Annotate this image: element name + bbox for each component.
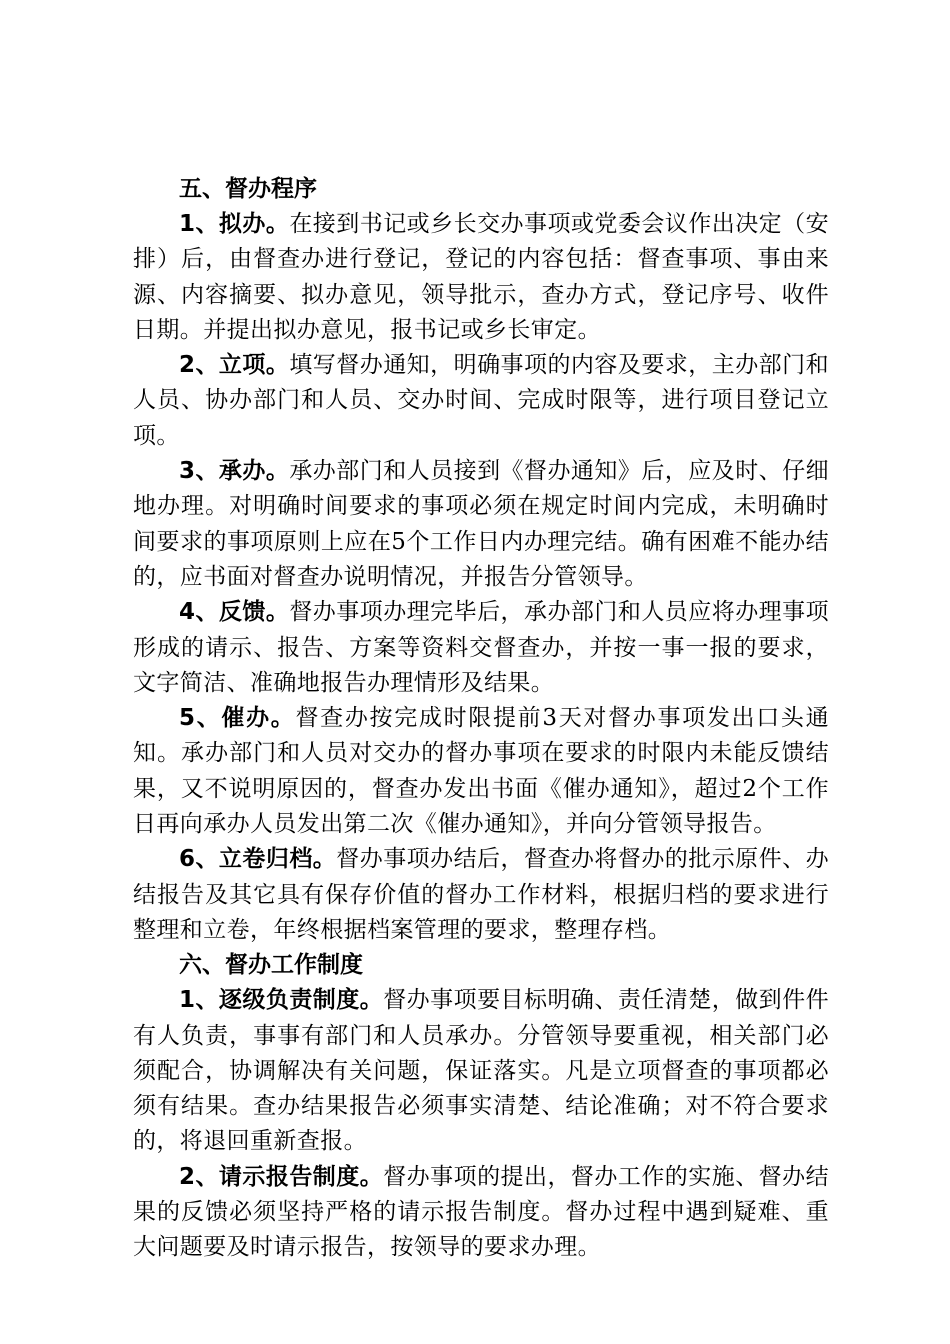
- paragraph-register: [133, 348, 829, 454]
- paragraph-text: 督查办按完成时限提前3天对督办事项发出口头通知。承办部门和人员对交办的督办事项在要求的时限内未能反馈结果，又不说明原因的，督查办发出书面《催办通知》，超过2个工作日再向承办人员发出第二次《催办通知》，并向分管领导报告。: [133, 705, 829, 838]
- paragraph-urge: [133, 701, 829, 842]
- document-body: [133, 172, 829, 1266]
- paragraph-archive: [133, 842, 829, 948]
- paragraph-lead: 2、立项。: [179, 352, 290, 379]
- paragraph-text: 填写督办通知，明确事项的内容及要求，主办部门和人员、协办部门和人员、交办时间、完成时限等，进行项目登记立项。: [133, 352, 829, 449]
- paragraph-lead: 5、催办。: [179, 705, 296, 732]
- paragraph-reporting: [133, 1160, 829, 1266]
- paragraph-feedback: [133, 595, 829, 701]
- paragraph-lead: 1、拟办。: [179, 211, 290, 237]
- paragraph-lead: 6、立卷归档。: [179, 846, 337, 873]
- paragraph-lead: 4、反馈。: [179, 599, 290, 626]
- paragraph-text: 督办事项要目标明确、责任清楚，做到件件有人负责，事事有部门和人员承办。分管领导要重视，相关部门必须配合，协调解决有关问题，保证落实。凡是立项督查的事项都必须有结果。查办结果报告必须事实清楚、结论准确；对不符合要求的，将退回重新查报。: [133, 987, 829, 1155]
- paragraph-text: 督办事项办结后，督查办将督办的批示原件、办结报告及其它具有保存价值的督办工作材料，根据归档的要求进行整理和立卷，年终根据档案管理的要求，整理存档。: [133, 846, 829, 943]
- paragraph-lead: 2、请示报告制度。: [179, 1163, 384, 1190]
- section-heading-supervision-procedure: 五、督办程序: [179, 176, 317, 202]
- paragraph-text: 在接到书记或乡长交办事项或党委会议作出决定（安排）后，由督查办进行登记，登记的内容包括：督查事项、事由来源、内容摘要、拟办意见，领导批示，查办方式，登记序号、收件日期。并提出拟办意见，报书记或乡长审定。: [133, 211, 829, 343]
- paragraph-lead: 3、承办。: [179, 458, 290, 485]
- paragraph-text: 督办事项的提出，督办工作的实施、督办结果的反馈必须坚持严格的请示报告制度。督办过程中遇到疑难、重大问题要及时请示报告，按领导的要求办理。: [133, 1163, 829, 1261]
- paragraph-lead: 1、逐级负责制度。: [179, 987, 384, 1014]
- paragraph-draft: [133, 207, 829, 348]
- section-heading-supervision-system: 六、督办工作制度: [179, 952, 363, 979]
- paragraph-responsibility: [133, 983, 829, 1159]
- paragraph-text: 督办事项办理完毕后，承办部门和人员应将办理事项形成的请示、报告、方案等资料交督查办，并按一事一报的要求，文字简洁、准确地报告办理情形及结果。: [133, 599, 829, 696]
- paragraph-undertake: [133, 454, 829, 595]
- paragraph-text: 承办部门和人员接到《督办通知》后，应及时、仔细地办理。对明确时间要求的事项必须在规定时间内完成，未明确时间要求的事项原则上应在5个工作日内办理完结。确有困难不能办结的，应书面对督查办说明情况，并报告分管领导。: [133, 458, 829, 590]
